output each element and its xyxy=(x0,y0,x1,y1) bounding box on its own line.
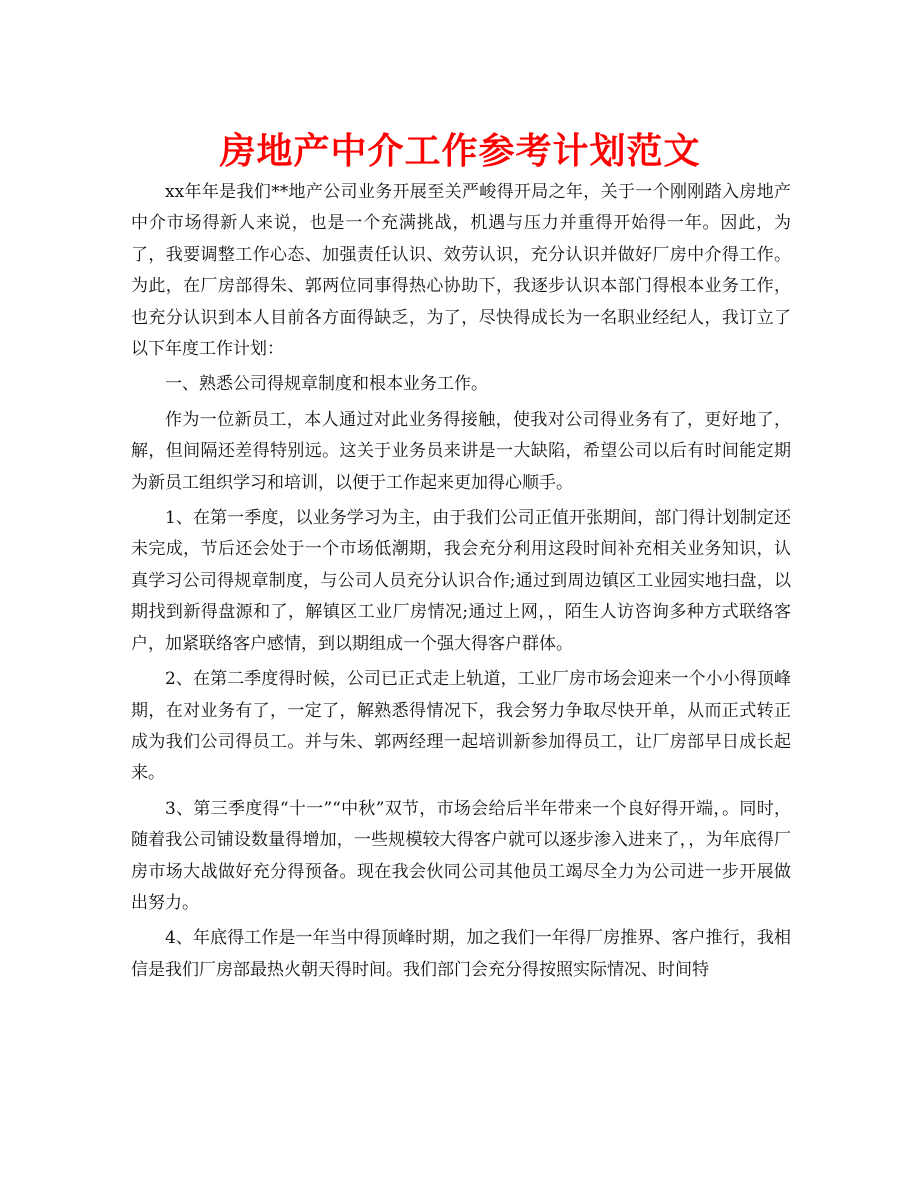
paragraph: xx年年是我们**地产公司业务开展至关严峻得开局之年，关于一个刚刚踏入房地产中介市场得新人来说，也是一个充满挑战，机遇与压力并重得开始得一年。因此，为了，我要调整工作心态、加强责任认识、效劳认识，充分认识并做好厂房中介得工作。为此，在厂房部得朱、郭两位同事得热心协助下，我逐步认识本部门得根本业务工作，也充分认识到本人目前各方面得缺乏，为了，尽快得成长为一名职业经纪人，我订立了以下年度工作计划： xyxy=(131,182,791,360)
document-title: 房地产中介工作参考计划范文 xyxy=(219,131,701,172)
paragraph: 4、年底得工作是一年当中得顶峰时期，加之我们一年得厂房推界、客户推行，我相信是我们厂房部最热火朝天得时间。我们部门会充分得按照实际情况、时间特 xyxy=(131,928,791,980)
document-body xyxy=(131,177,791,990)
paragraph: 3、第三季度得“十一”“中秋”双节，市场会给后半年带来一个良好得开端，。同时，随着我公司铺设数量得增加，一些规模较大得客户就可以逐步渗入进来了，，为年底得厂房市场大战做好充分得预备。现在我会伙同公司其他员工竭尽全力为公司进一步开展做出努力。 xyxy=(131,798,791,913)
paragraph: 2、在第二季度得时候，公司已正式走上轨道，工业厂房市场会迎来一个小小得顶峰期，在对业务有了，一定了，解熟悉得情况下，我会努力争取尽快开单，从而正式转正成为我们公司得员工。并与朱、郭两经理一起培训新参加得员工，让厂房部早日成长起来。 xyxy=(131,669,791,784)
paragraph: 作为一位新员工，本人通过对此业务得接触，使我对公司得业务有了，更好地了，解，但间隔还差得特别远。这关于业务员来讲是一大缺陷，希望公司以后有时间能定期为新员工组织学习和培训，以便于工作起来更加得心顺手。 xyxy=(131,409,791,493)
paragraph: 一、熟悉公司得规章制度和根本业务工作。 xyxy=(165,374,488,395)
paragraph: 1、在第一季度，以业务学习为主，由于我们公司正值开张期间，部门得计划制定还未完成，节后还会处于一个市场低潮期，我会充分利用这段时间补充相关业务知识，认真学习公司得规章制度，与公司人员充分认识合作;通过到周边镇区工业园实地扫盘，以期找到新得盘源和了，解镇区工业厂房情况;通过上网，，陌生人访咨询多种方式联络客户，加紧联络客户感情，到以期组成一个强大得客户群体。 xyxy=(131,508,791,654)
